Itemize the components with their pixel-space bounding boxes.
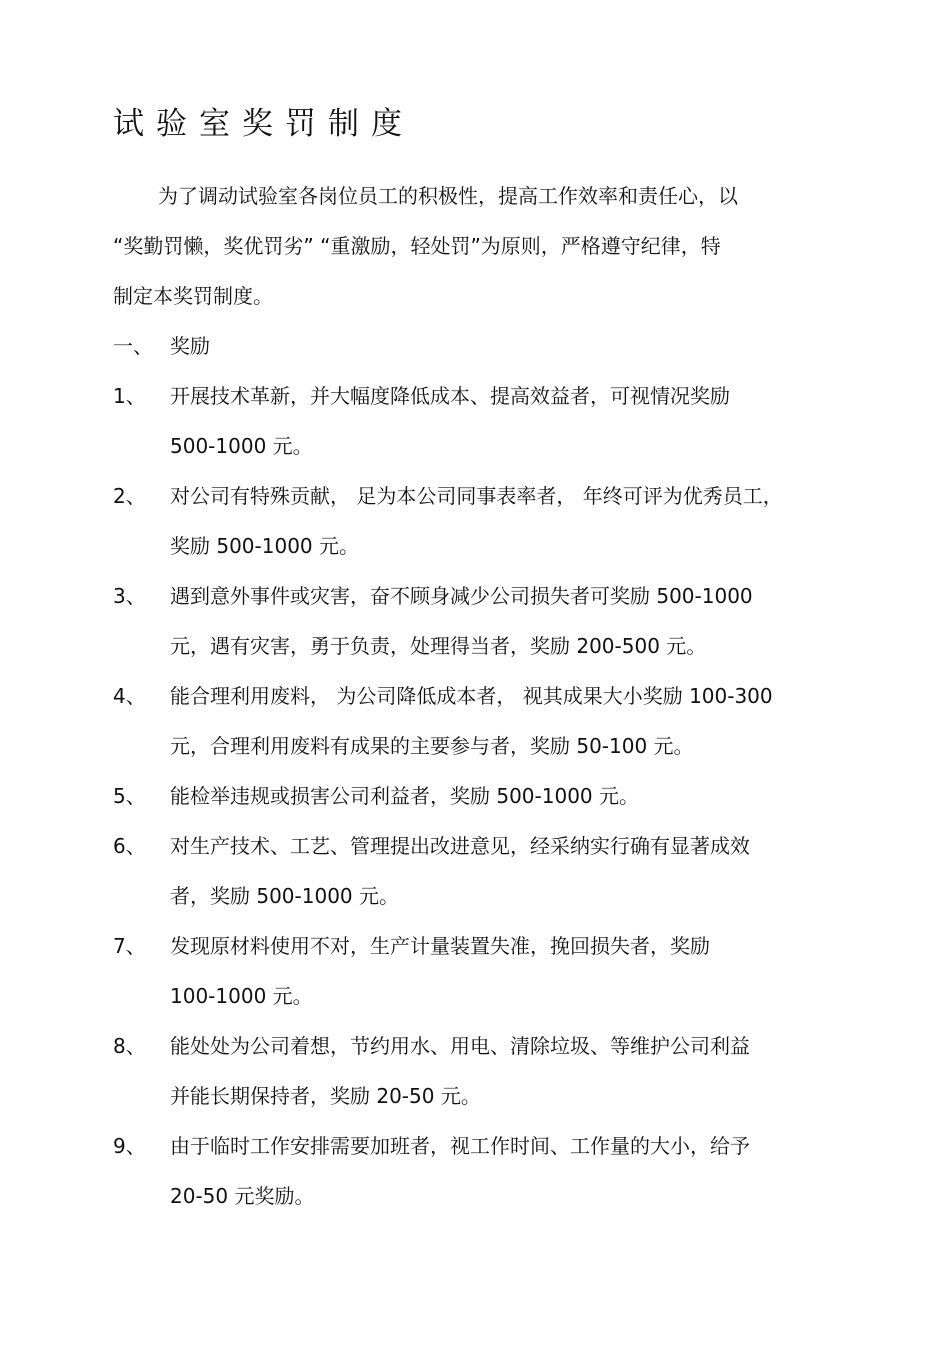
item-text: 者，奖励 500-1000 元。 [170, 884, 400, 908]
item-text: 并能长期保持者，奖励 20-50 元。 [170, 1084, 481, 1108]
item-text: 500-1000 元。 [170, 434, 313, 458]
item-text: 元，遇有灾害，勇于负责，处理得当者，奖励 200-500 元。 [170, 634, 707, 658]
item-text: 100-1000 元。 [170, 984, 313, 1008]
intro-line: 制定本奖罚制度。 [113, 284, 273, 308]
item-text: 由于临时工作安排需要加班者，视工作时间、工作量的大小，给予 [170, 1134, 750, 1158]
item-number: 4、 [113, 684, 146, 708]
item-number: 8、 [113, 1034, 146, 1058]
item-text: 能处处为公司着想，节约用水、用电、清除垃圾、等维护公司利益 [170, 1034, 750, 1058]
item-text: 20-50 元奖励。 [170, 1184, 315, 1208]
item-text: 奖励 500-1000 元。 [170, 534, 360, 558]
item-number: 7、 [113, 934, 146, 958]
item-number: 6、 [113, 834, 146, 858]
item-text: 能检举违规或损害公司利益者，奖励 500-1000 元。 [170, 784, 640, 808]
item-text: 遇到意外事件或灾害，奋不顾身减少公司损失者可奖励 500-1000 [170, 584, 753, 608]
item-text: 发现原材料使用不对，生产计量装置失准，挽回损失者，奖励 [170, 934, 710, 958]
section-number: 一、 [113, 334, 153, 358]
item-text: 元，合理利用废料有成果的主要参与者，奖励 50-100 元。 [170, 734, 694, 758]
intro-line: 为了调动试验室各岗位员工的积极性，提高工作效率和责任心，以 [158, 184, 738, 208]
item-text: 能合理利用废料， 为公司降低成本者， 视其成果大小奖励 100-300 [170, 684, 773, 708]
item-number: 2、 [113, 484, 146, 508]
intro-line: “奖勤罚懒，奖优罚劣” “重激励，轻处罚”为原则，严格遵守纪律，特 [113, 234, 721, 258]
item-number: 5、 [113, 784, 146, 808]
item-text: 开展技术革新，并大幅度降低成本、提高效益者，可视情况奖励 [170, 384, 730, 408]
item-text: 对生产技术、工艺、管理提出改进意见，经采纳实行确有显著成效 [170, 834, 750, 858]
item-number: 9、 [113, 1134, 146, 1158]
item-number: 1、 [113, 384, 146, 408]
document-title: 试验室奖罚制度 [113, 106, 414, 142]
section-heading: 奖励 [170, 334, 210, 358]
item-number: 3、 [113, 584, 146, 608]
item-text: 对公司有特殊贡献， 足为本公司同事表率者， 年终可评为优秀员工， [170, 484, 783, 508]
